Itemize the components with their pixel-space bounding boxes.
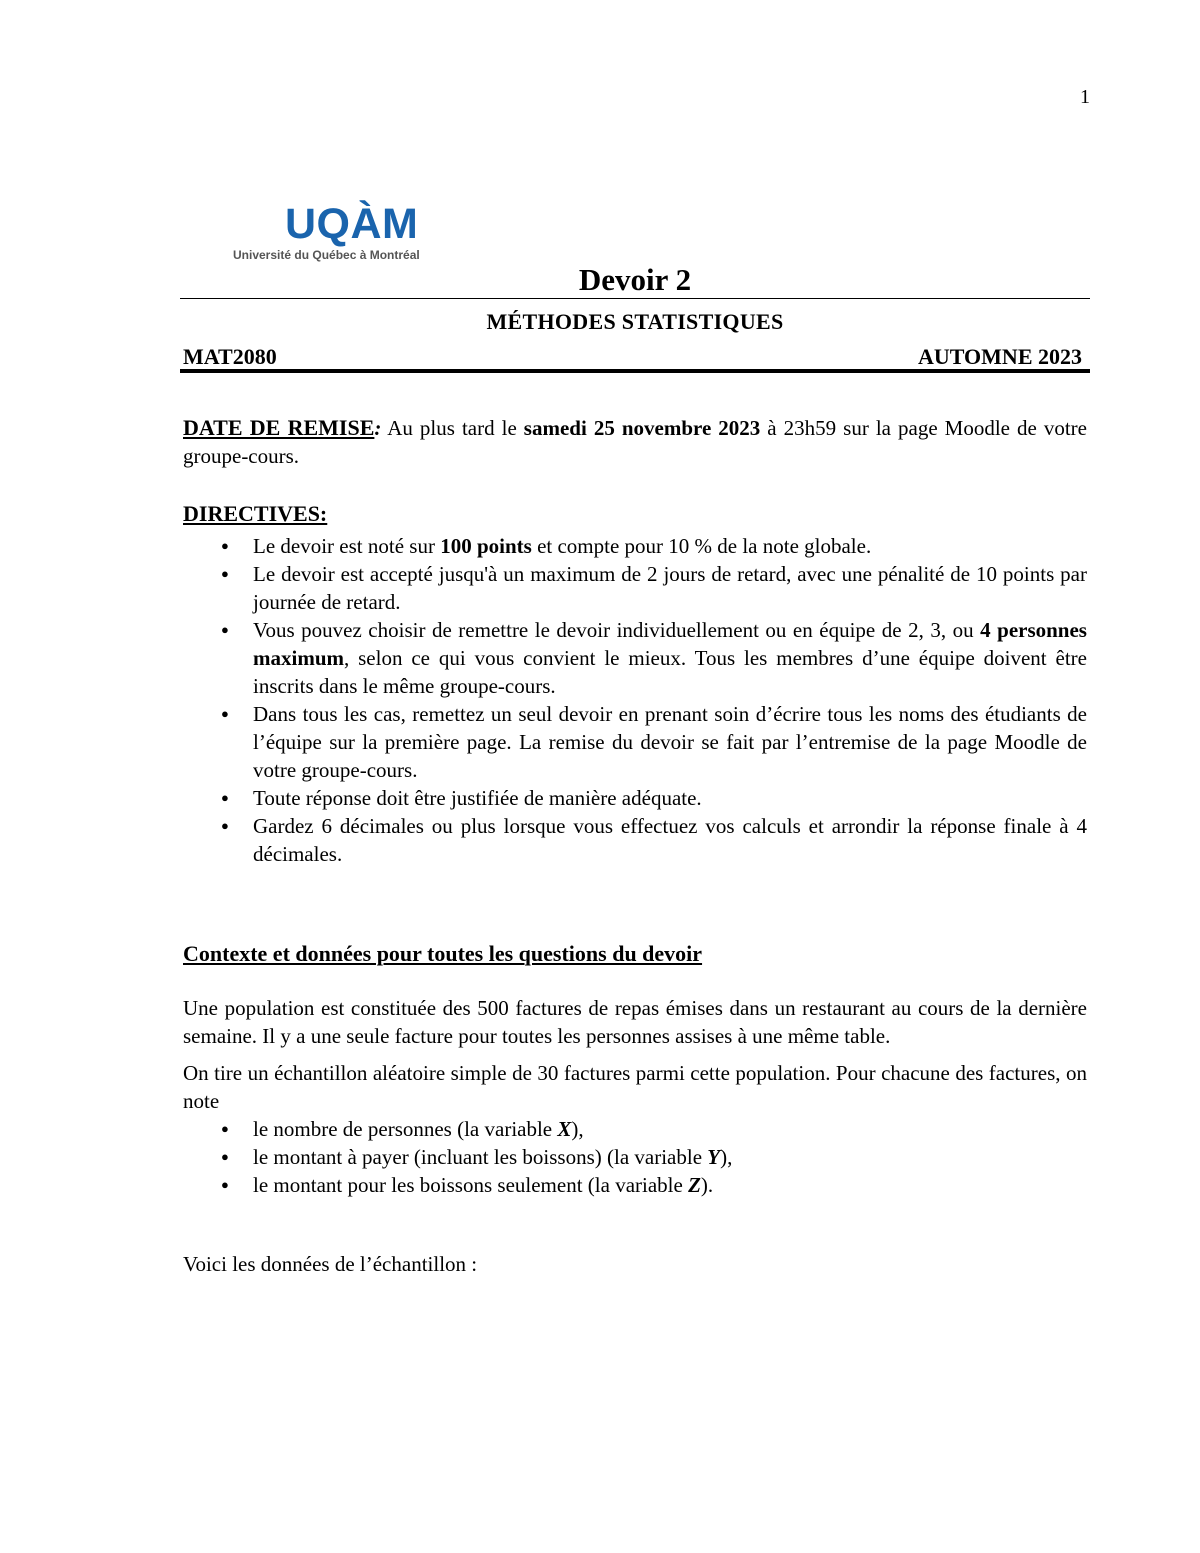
data-intro: Voici les données de l’échantillon : — [183, 1252, 478, 1276]
course-code: MAT2080 — [183, 344, 277, 369]
due-date-text-before: Au plus tard le — [381, 416, 524, 440]
directive-item: ● Vous pouvez choisir de remettre le devoir individuellement ou en équipe de 2, 3, ou 4 personnes maximum, selon ce qui vous convient le mieux. Tous les membres d’une équipe doivent être inscrits dans le même groupe-cours. — [183, 616, 1087, 700]
due-date-label: DATE DE REMISE — [183, 415, 375, 440]
semester: AUTOMNE 2023 — [918, 344, 1082, 369]
due-date-text-after: à 23h59 sur la page Moodle de votre groupe-cours. — [183, 416, 1087, 468]
directive-item: ● Gardez 6 décimales ou plus lorsque vous effectuez vos calculs et arrondir la réponse finale à 4 décimales. — [183, 812, 1087, 868]
directive-item: ● Toute réponse doit être justifiée de manière adéquate. — [183, 784, 1087, 812]
header-rule-thin — [180, 298, 1090, 299]
header-rule-thick — [180, 369, 1090, 373]
due-date-date: samedi 25 novembre 2023 — [523, 416, 761, 440]
directives-heading: DIRECTIVES: — [183, 501, 328, 526]
course-title: MÉTHODES STATISTIQUES — [486, 309, 784, 334]
context-heading: Contexte et données pour toutes les questions du devoir — [183, 941, 703, 966]
directive-item: ● Le devoir est noté sur 100 points et compte pour 10 % de la note globale. — [183, 532, 1087, 560]
variables-list — [183, 1115, 1087, 1199]
directives-list — [183, 532, 1087, 868]
variable-symbol: Z — [688, 1173, 701, 1197]
variable-symbol: X — [557, 1117, 572, 1141]
context-paragraph-1: Une population est constituée des 500 factures de repas émises dans un restaurant au cours de la dernière semaine. Il y a une seule facture pour toutes les personnes assises à une même table. — [183, 996, 1087, 1048]
variable-symbol: Y — [707, 1145, 721, 1169]
directive-item: ● Dans tous les cas, remettez un seul devoir en prenant soin d’écrire tous les noms des étudiants de l’équipe sur la première page. La remise du devoir se fait par l’entremise de la page Moodle de votre groupe-cours. — [183, 700, 1087, 784]
uqam-logo — [233, 200, 433, 263]
variable-item: ● le nombre de personnes (la variable X), — [183, 1115, 1087, 1143]
due-date-colon: : — [374, 416, 382, 440]
variable-item: ● le montant pour les boissons seulement (la variable Z). — [183, 1171, 1087, 1199]
logo-tagline: Université du Québec à Montréal — [233, 248, 420, 262]
logo-wordmark: UQÀM — [285, 200, 419, 248]
page-number: 1 — [1080, 86, 1090, 108]
due-date-paragraph — [183, 414, 1087, 470]
variable-item: ● le montant à payer (incluant les boissons) (la variable Y), — [183, 1143, 1087, 1171]
document-title: Devoir 2 — [578, 262, 692, 297]
directive-item: ● Le devoir est accepté jusqu'à un maximum de 2 jours de retard, avec une pénalité de 10 points par journée de retard. — [183, 560, 1087, 616]
context-paragraph-2: On tire un échantillon aléatoire simple de 30 factures parmi cette population. Pour chacune des factures, on note — [183, 1061, 1087, 1113]
